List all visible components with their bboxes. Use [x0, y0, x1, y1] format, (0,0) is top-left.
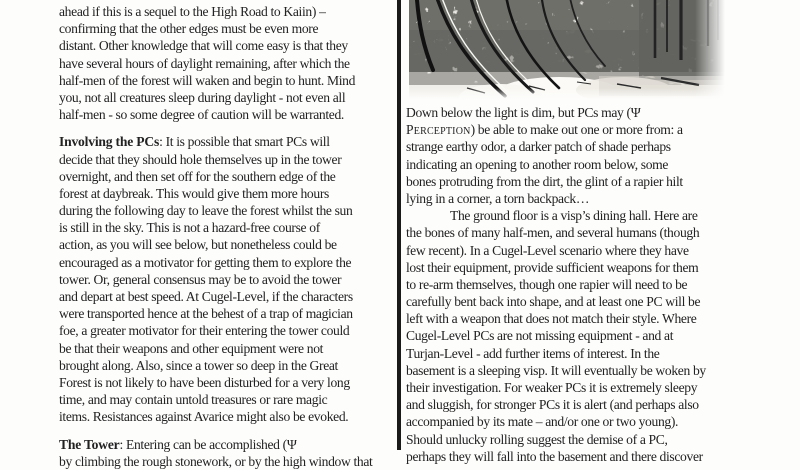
text-line: half-men of the forest will waken and begin to hunt. Mind [59, 72, 356, 88]
indented-text-line: The ground floor is a visp’s dining hall. Here are [450, 208, 698, 224]
paragraph-lead: The Tower [59, 436, 120, 452]
text-line: be that their weapons and other equipment were not [59, 340, 324, 356]
text-line: left with a weapon that does not match their style. Where [406, 311, 697, 327]
text-line: Turjan-Level - add further items of interest. In the [406, 345, 660, 361]
text-line: have several hours of daylight remaining, after which the [59, 55, 350, 71]
text-line: confirming that the other edges must be even more [59, 21, 319, 37]
text-line: lying in a corner, a torn backpack… [406, 190, 590, 206]
text-line: bones protruding from the dirt, the glint of a rapier hilt [406, 173, 683, 189]
text-line: Down below the light is dim, but PCs may (Ψ [406, 105, 641, 120]
text-line: foe, a greater motivator for their entering the tower could [59, 323, 350, 339]
text-line: basement is a sleeping visp. It will eventually be woken by [406, 362, 706, 378]
text-line: during the following day to leave the forest whilst the sun [59, 203, 353, 219]
clipped-text-line: perhaps they will fall into the basement and there discover [406, 448, 703, 464]
text-line: accompanied by its mate – and/or one or two young). [406, 414, 679, 430]
text-line: Cugel-Level PCs are not missing equipment - and at [406, 328, 674, 344]
text-lines-group [406, 224, 798, 447]
text-line: ahead if this is a sequel to the High Road to Kaiin) – [59, 4, 326, 19]
text-line: strange earthy odor, a darker patch of shade perhaps [406, 139, 671, 155]
text-line: Should unlucky rolling suggest the demise of a PC, [406, 431, 668, 447]
text-line: decide that they should hole themselves up in the tower [59, 151, 342, 167]
forest-illustration [409, 0, 725, 99]
right-text-column [406, 0, 798, 465]
text-line: Forest is not likely to have been disturbed for a very long [59, 374, 350, 390]
text-line: items. Resistances against Avarice might also be evoked. [59, 409, 349, 425]
column-divider-rule [397, 0, 401, 450]
left-text-column [59, 0, 397, 470]
text-line: you, not all creatures sleep during daylight - not even all [59, 89, 346, 105]
text-line: forest at daybreak. This would give them more hours [59, 185, 329, 201]
text-line: and depart at best speed. At Cugel-Level, if the characters [59, 289, 353, 304]
text-line: encouraged as a motivator for getting them to explore the [59, 254, 352, 270]
text-line: half-men - so some degree of caution will be warranted. [59, 107, 344, 123]
text-lines-group [406, 138, 798, 207]
text-line: lost their equipment, provide sufficient weapons for them [406, 259, 699, 275]
smallcaps-skill-name: Perception [406, 122, 471, 138]
text-line: their investigation. For weaker PCs it is extremely sleepy [406, 380, 698, 395]
clipped-text-line: by climbing the rough stonework, or by the high window that [59, 453, 373, 469]
text-line: the bones of many half-men, and several humans (though [406, 225, 700, 241]
text-line [406, 121, 798, 138]
text-line: distant. Other knowledge that will come easy is that they [59, 38, 348, 54]
text-line: time, and may contain untold treasures or rare magic [59, 392, 328, 408]
text-line: is still in the sky. This is not a hazard-free course of [59, 220, 320, 236]
paragraph-the-tower [59, 436, 397, 470]
text-lines-group [59, 151, 397, 426]
text-run: : Entering can be accomplished (Ψ [119, 436, 297, 452]
text-run: : It is possible that smart PCs will [159, 134, 330, 150]
text-line: few recent). In a Cugel-Level scenario where they have [406, 242, 689, 258]
right-text-block [406, 104, 798, 465]
text-line: and sluggish, for stronger PCs it is alert (and perhaps also [406, 397, 699, 413]
paragraph-continuation [59, 3, 397, 123]
paragraph-involving-the-pcs [59, 133, 397, 425]
text-line: carefully bent back into shape, and at least one PC will be [406, 294, 701, 310]
text-line [59, 436, 397, 453]
text-run: ) be able to make out one or more from: a [470, 122, 683, 138]
text-line: were transported hence at the behest of a trap of magician [59, 306, 353, 322]
text-line: indicating an opening to another room below, some [406, 156, 669, 172]
text-line: overnight, and then set off for the southern edge of the [59, 168, 336, 184]
text-line: brought along. Also, since a tower so deep in the Great [59, 357, 338, 373]
text-line: action, as you will see below, but nonetheless could be [59, 237, 337, 253]
paragraph-lead: Involving the PCs [59, 134, 160, 150]
text-line: tower. Or, general consensus may be to avoid the tower [59, 271, 342, 287]
text-line [59, 133, 397, 150]
text-line: to re-arm themselves, though one rapier will need to be [406, 276, 688, 292]
